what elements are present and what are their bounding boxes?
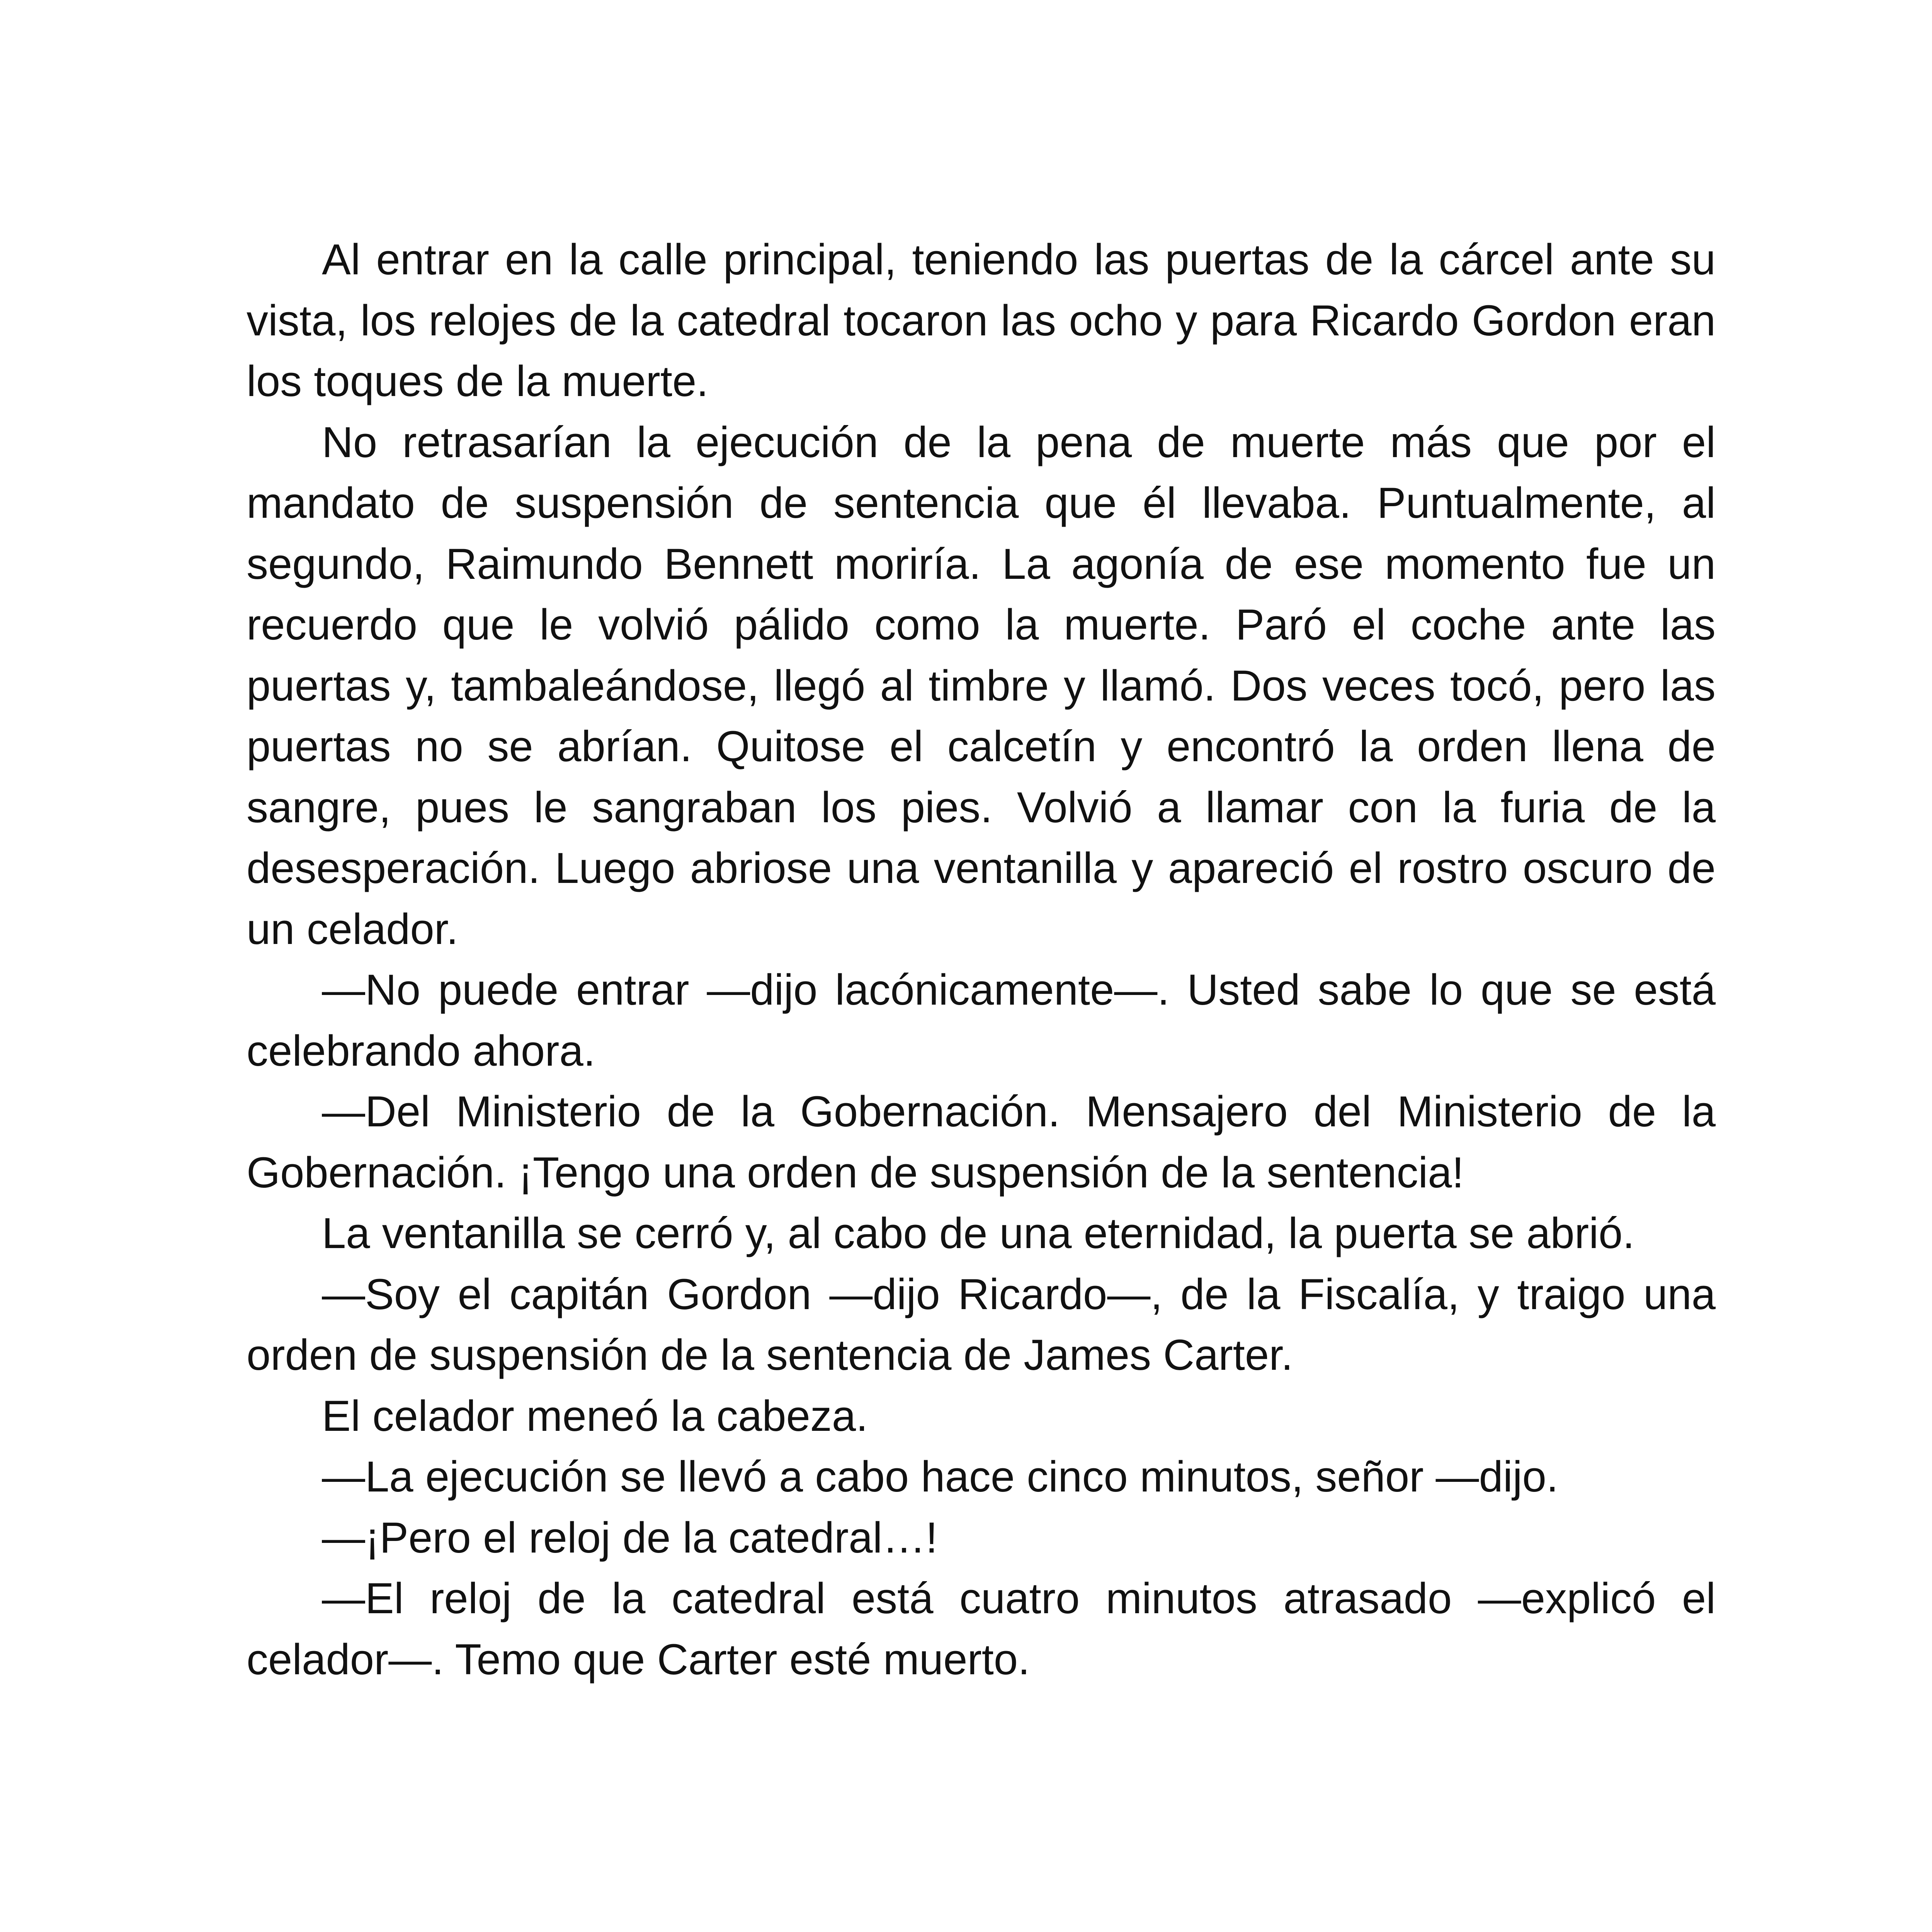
paragraph: —Del Ministerio de la Gobernación. Mensajero del Ministerio de la Gobernación. ¡Tengo una orden de suspensión de la sentencia! bbox=[247, 1087, 1716, 1197]
paragraph: No retrasarían la ejecución de la pena de muerte más que por el mandato de suspensión de sentencia que él llevaba. Puntualmente, al segundo, Raimundo Bennett moriría. La agonía de ese momento fue un recuerdo que le volvió pálido como la muerte. Paró el coche ante las puertas y, tambaleándose, llegó al timbre y llamó. Dos veces tocó, pero las puertas no se abrían. Quitose el calcetín y encontró la orden llena de sangre, pues le sangraban los pies. Volvió a llamar con la furia de la desesperación. Luego abriose una ventanilla y apareció el rostro oscuro de un celador. bbox=[247, 418, 1716, 953]
paragraph: La ventanilla se cerró y, al cabo de una eternidad, la puerta se abrió. bbox=[322, 1209, 1635, 1257]
body-text bbox=[247, 229, 1716, 1690]
paragraph: —El reloj de la catedral está cuatro minutos atrasado —explicó el celador—. Temo que Carter esté muerto. bbox=[247, 1574, 1716, 1684]
paragraph: —La ejecución se llevó a cabo hace cinco minutos, señor —dijo. bbox=[322, 1452, 1558, 1501]
paragraph: El celador meneó la cabeza. bbox=[322, 1391, 868, 1440]
paragraph: —No puede entrar —dijo lacónicamente—. Usted sabe lo que se está celebrando ahora. bbox=[247, 966, 1716, 1075]
paragraph: —Soy el capitán Gordon —dijo Ricardo—, de la Fiscalía, y traigo una orden de suspensión de la sentencia de James Carter. bbox=[247, 1270, 1716, 1379]
paragraph: —¡Pero el reloj de la catedral…! bbox=[322, 1513, 938, 1562]
paragraph: Al entrar en la calle principal, teniendo las puertas de la cárcel ante su vista, los relojes de la catedral tocaron las ocho y para Ricardo Gordon eran los toques de la muerte. bbox=[247, 235, 1716, 405]
